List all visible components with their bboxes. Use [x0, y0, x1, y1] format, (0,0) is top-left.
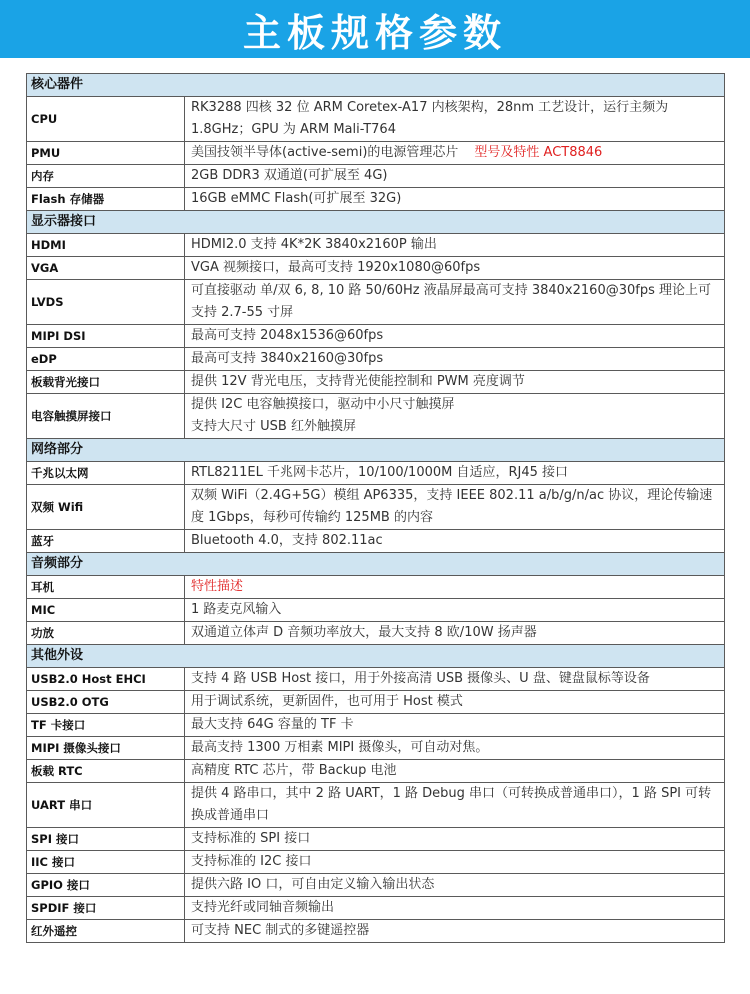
section-title: 网络部分	[27, 439, 725, 462]
spec-key: eDP	[27, 348, 185, 371]
table-row	[27, 462, 725, 485]
table-row	[27, 760, 725, 783]
table-row	[27, 234, 725, 257]
spec-value-text-2: 支持大尺寸 USB 红外触摸屏	[191, 419, 356, 434]
spec-key: 功放	[27, 622, 185, 645]
table-row	[27, 897, 725, 920]
spec-key: 红外遥控	[27, 920, 185, 943]
spec-table	[26, 73, 725, 943]
table-row	[27, 622, 725, 645]
spec-key: VGA	[27, 257, 185, 280]
table-row	[27, 394, 725, 439]
spec-value	[185, 371, 725, 394]
spec-key: TF 卡接口	[27, 714, 185, 737]
section-title: 显示器接口	[27, 211, 725, 234]
table-row	[27, 485, 725, 530]
table-row	[27, 371, 725, 394]
spec-key: IIC 接口	[27, 851, 185, 874]
spec-value-text: 16GB eMMC Flash(可扩展至 32G)	[191, 191, 402, 206]
table-row	[27, 737, 725, 760]
spec-value-text: 提供 4 路串口，其中 2 路 UART，1 路 Debug 串口（可转换成普通串口），1 路 SPI 可转换成普通串口	[191, 786, 712, 823]
spec-value	[185, 234, 725, 257]
spec-value-text: 可支持 NEC 制式的多键遥控器	[191, 923, 370, 938]
page-title: 主板规格参数	[242, 10, 507, 55]
spec-value-text: HDMI2.0 支持 4K*2K 3840x2160P 输出	[191, 237, 437, 252]
spec-value	[185, 188, 725, 211]
spec-value	[185, 851, 725, 874]
spec-key: MIPI DSI	[27, 325, 185, 348]
spec-value	[185, 828, 725, 851]
spec-key: USB2.0 OTG	[27, 691, 185, 714]
spec-value	[185, 737, 725, 760]
table-row	[27, 165, 725, 188]
spec-key: GPIO 接口	[27, 874, 185, 897]
table-row	[27, 828, 725, 851]
spec-value-text: 可直接驱动 单/双 6, 8, 10 路 50/60Hz 液晶屏最高可支持 3840x2160@30fps 理论上可支持 2.7-55 寸屏	[191, 283, 711, 320]
spec-value	[185, 622, 725, 645]
table-row	[27, 691, 725, 714]
table-row	[27, 783, 725, 828]
section-header	[27, 645, 725, 668]
spec-key: CPU	[27, 97, 185, 142]
spec-key: 千兆以太网	[27, 462, 185, 485]
table-row	[27, 257, 725, 280]
table-row	[27, 874, 725, 897]
spec-value-text: 最高支持 1300 万相素 MIPI 摄像头，可自动对焦。	[191, 740, 489, 755]
spec-highlight: 特性描述	[191, 579, 244, 594]
spec-key: LVDS	[27, 280, 185, 325]
spec-highlight: 型号及特性 ACT8846	[474, 145, 603, 160]
section-header	[27, 211, 725, 234]
spec-value	[185, 897, 725, 920]
section-title: 音频部分	[27, 553, 725, 576]
table-row	[27, 348, 725, 371]
spec-key: 电容触摸屏接口	[27, 394, 185, 439]
section-header	[27, 74, 725, 97]
spec-key: MIPI 摄像头接口	[27, 737, 185, 760]
spec-value-text: 最高可支持 3840x2160@30fps	[191, 351, 384, 366]
section-title: 其他外设	[27, 645, 725, 668]
spec-value	[185, 257, 725, 280]
spec-value-text: 最高可支持 2048x1536@60fps	[191, 328, 384, 343]
spec-value-text: 用于调试系统，更新固件，也可用于 Host 模式	[191, 694, 463, 709]
spec-value	[185, 874, 725, 897]
spec-value-text: 提供六路 IO 口，可自由定义输入输出状态	[191, 877, 435, 892]
spec-value	[185, 394, 725, 439]
spec-value	[185, 668, 725, 691]
spec-key: Flash 存储器	[27, 188, 185, 211]
spec-value	[185, 691, 725, 714]
spec-value-text: 双频 WiFi（2.4G+5G）模组 AP6335，支持 IEEE 802.11 a/b/g/n/ac 协议，理论传输速度 1Gbps，每秒可传输约 125MB 的内容	[191, 488, 713, 525]
section-title: 核心器件	[27, 74, 725, 97]
table-row	[27, 714, 725, 737]
spec-value	[185, 142, 725, 165]
spec-value-text: 2GB DDR3 双通道(可扩展至 4G)	[191, 168, 388, 183]
spec-key: HDMI	[27, 234, 185, 257]
table-row	[27, 668, 725, 691]
spec-value-text: RK3288 四核 32 位 ARM Coretex-A17 内核架构，28nm 工艺设计，运行主频为 1.8GHz；GPU 为 ARM Mali-T764	[191, 100, 669, 137]
table-row	[27, 599, 725, 622]
spec-value-text: RTL8211EL 千兆网卡芯片，10/100/1000M 自适应，RJ45 接口	[191, 465, 569, 480]
spec-value	[185, 462, 725, 485]
spec-value-text: 提供 I2C 电容触摸接口，驱动中小尺寸触摸屏	[191, 397, 455, 412]
spec-key: 板载 RTC	[27, 760, 185, 783]
spec-key: 双频 Wifi	[27, 485, 185, 530]
spec-value	[185, 599, 725, 622]
spec-value	[185, 920, 725, 943]
spec-value	[185, 576, 725, 599]
section-header	[27, 553, 725, 576]
spec-key: SPI 接口	[27, 828, 185, 851]
spec-value	[185, 783, 725, 828]
spec-key: 耳机	[27, 576, 185, 599]
spec-value	[185, 760, 725, 783]
spec-value-text: 美国技领半导体(active-semi)的电源管理芯片	[191, 145, 459, 160]
table-row	[27, 142, 725, 165]
table-row	[27, 851, 725, 874]
spec-key: 内存	[27, 165, 185, 188]
spec-key: UART 串口	[27, 783, 185, 828]
section-header	[27, 439, 725, 462]
table-row	[27, 530, 725, 553]
spec-value-text: Bluetooth 4.0，支持 802.11ac	[191, 533, 383, 548]
table-row	[27, 325, 725, 348]
spec-key: MIC	[27, 599, 185, 622]
spec-key: SPDIF 接口	[27, 897, 185, 920]
table-row	[27, 576, 725, 599]
table-row	[27, 188, 725, 211]
spec-value-text: 支持 4 路 USB Host 接口，用于外接高清 USB 摄像头、U 盘、键盘鼠标等设备	[191, 671, 650, 686]
spec-value	[185, 348, 725, 371]
spec-value-text: 双通道立体声 D 音频功率放大，最大支持 8 欧/10W 扬声器	[191, 625, 537, 640]
spec-value-text: 提供 12V 背光电压，支持背光使能控制和 PWM 亮度调节	[191, 374, 525, 389]
table-row	[27, 920, 725, 943]
spec-value-text: 支持标准的 I2C 接口	[191, 854, 312, 869]
spec-value-text: 1 路麦克风输入	[191, 602, 282, 617]
spec-value	[185, 530, 725, 553]
spec-value-text: 高精度 RTC 芯片，带 Backup 电池	[191, 763, 397, 778]
spec-value	[185, 714, 725, 737]
spec-value-text: 最大支持 64G 容量的 TF 卡	[191, 717, 354, 732]
spec-value	[185, 165, 725, 188]
spec-value-text: VGA 视频接口，最高可支持 1920x1080@60fps	[191, 260, 481, 275]
spec-value	[185, 97, 725, 142]
spec-value-text: 支持标准的 SPI 接口	[191, 831, 311, 846]
spec-key: 板载背光接口	[27, 371, 185, 394]
table-row	[27, 280, 725, 325]
spec-value	[185, 280, 725, 325]
spec-key: 蓝牙	[27, 530, 185, 553]
spec-key: USB2.0 Host EHCI	[27, 668, 185, 691]
spec-value	[185, 325, 725, 348]
spec-key: PMU	[27, 142, 185, 165]
spec-value-text: 支持光纤或同轴音频输出	[191, 900, 335, 915]
table-row	[27, 97, 725, 142]
title-banner	[0, 0, 750, 58]
spec-value	[185, 485, 725, 530]
